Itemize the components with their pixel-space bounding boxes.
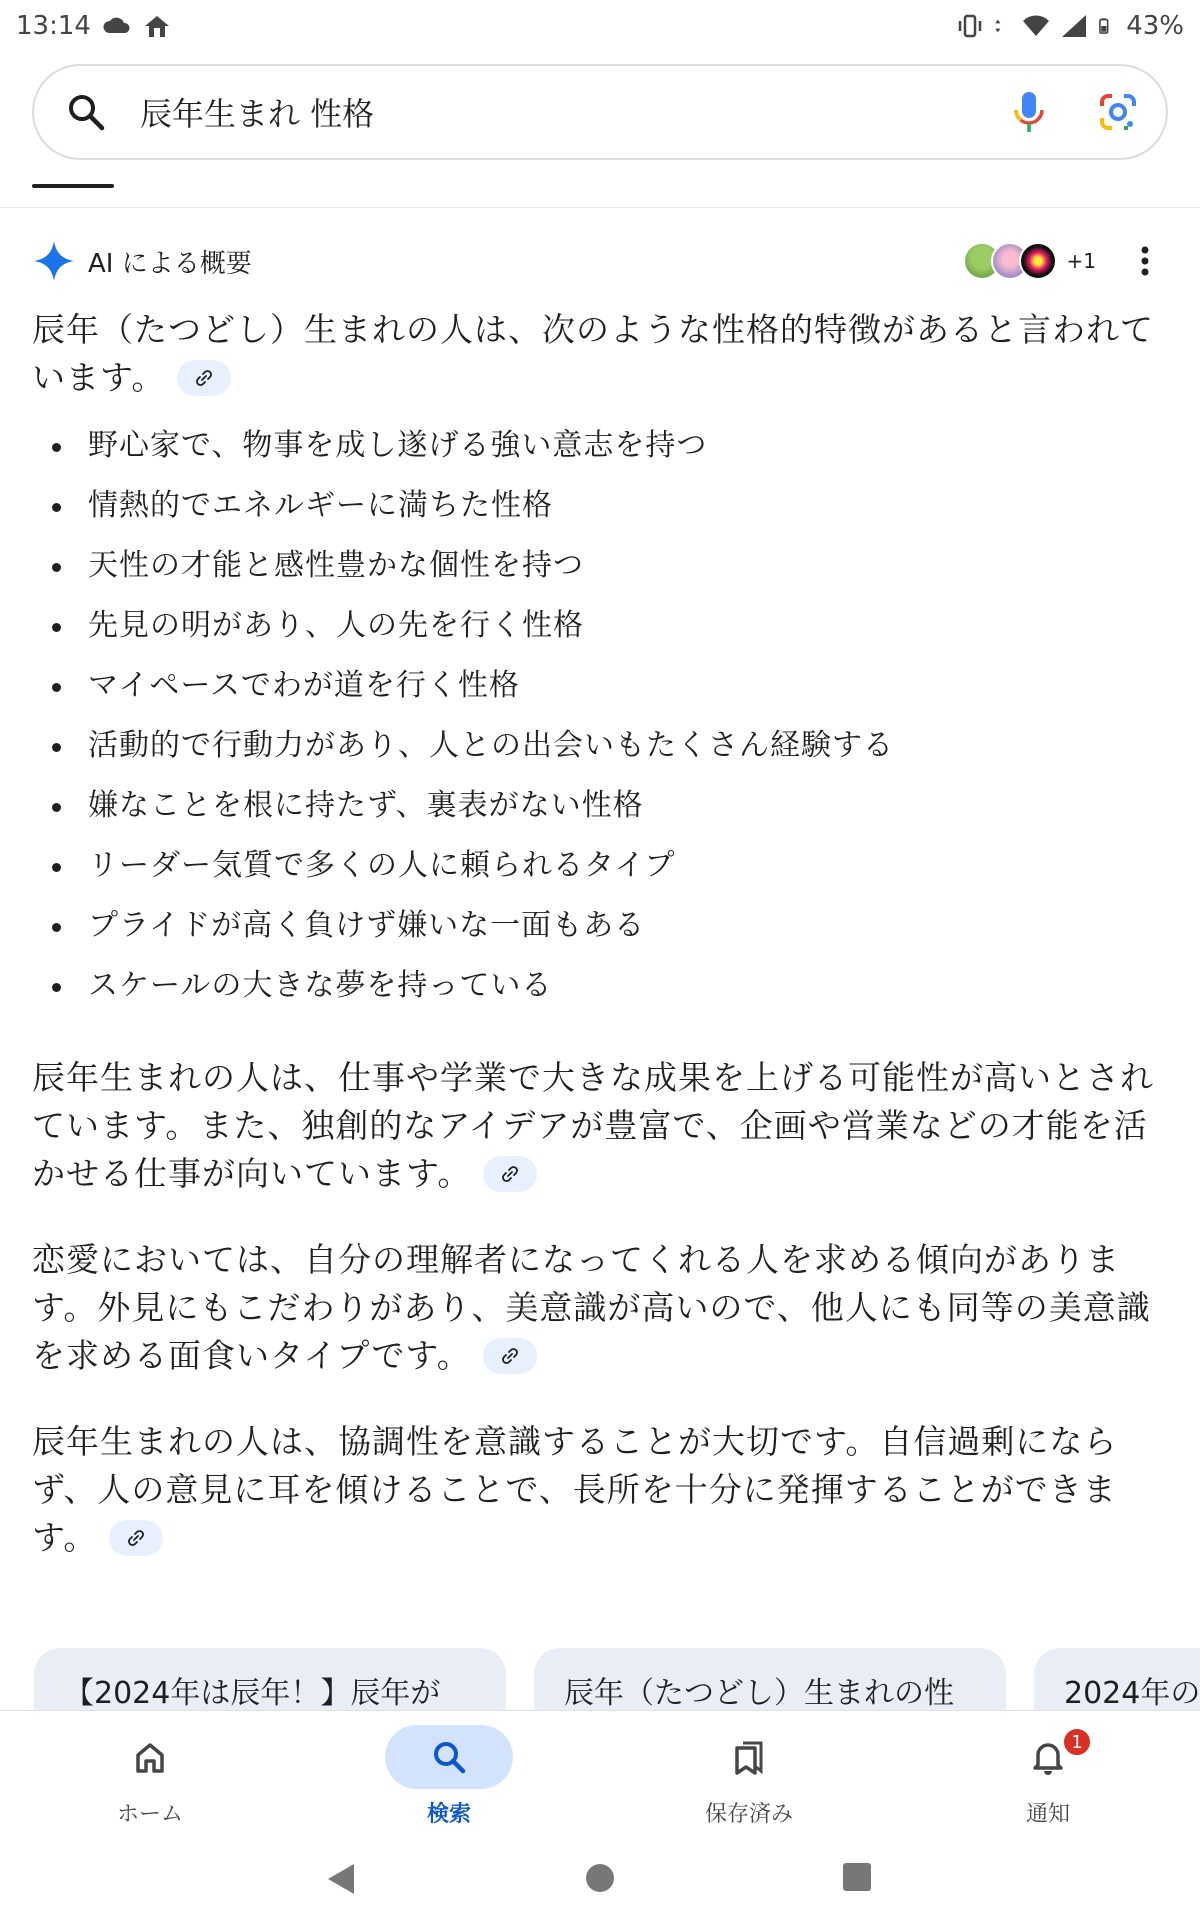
vibrate-icon: [956, 13, 984, 39]
recents-icon[interactable]: [842, 1862, 872, 1892]
system-navigation-bar: [0, 1836, 1200, 1920]
more-options-icon[interactable]: [1140, 246, 1150, 276]
search-bar[interactable]: [32, 64, 1168, 160]
extra-sources-count[interactable]: +1: [1066, 249, 1096, 273]
list-item: 天性の才能と感性豊かな個性を持つ: [32, 536, 1172, 596]
home-icon: [143, 13, 171, 39]
notification-badge: 1: [1062, 1727, 1092, 1757]
list-item: スケールの大きな夢を持っている: [32, 956, 1172, 1016]
bottom-navigation: [0, 1710, 1200, 1836]
source-card[interactable]: [1034, 1648, 1200, 1710]
link-icon: [500, 1164, 520, 1184]
nav-notifications-label: 通知: [1025, 1802, 1070, 1827]
source-card-title: 【2024年は辰年！】辰年が: [64, 1676, 441, 1710]
love-paragraph: [32, 1236, 1172, 1380]
citation-link-chip[interactable]: [109, 1520, 163, 1556]
list-item: 嫌なことを根に持たず、裏表がない性格: [32, 776, 1172, 836]
list-item: プライドが高く負けず嫌いな一面もある: [32, 896, 1172, 956]
source-card-title: 2024年の: [1064, 1676, 1200, 1710]
search-input[interactable]: 辰年生まれ 性格: [140, 95, 375, 133]
list-item: 活動的で行動力があり、人との出会いもたくさん経験する: [32, 716, 1172, 776]
link-icon: [194, 368, 214, 388]
nav-search[interactable]: [369, 1725, 529, 1828]
work-paragraph: [32, 1054, 1172, 1198]
nav-home-label: ホーム: [116, 1802, 183, 1827]
work-text: 辰年生まれの人は、仕事や学業で大きな成果を上げる可能性が高いとされています。また、独創的なアイデアが豊富で、企画や営業などの才能を活かせる仕事が向いています。: [32, 1058, 1154, 1193]
ai-overview-title: AI による概要: [88, 248, 252, 279]
microphone-icon[interactable]: [1012, 90, 1046, 134]
ai-overview-header: [32, 236, 1168, 286]
bookmarks-icon: [729, 1737, 769, 1777]
wifi-icon: [1022, 13, 1050, 39]
nav-home[interactable]: [70, 1725, 230, 1828]
data-arrows-icon: [994, 13, 1012, 39]
tab-active-indicator: [32, 184, 114, 188]
citation-link-chip[interactable]: [483, 1156, 537, 1192]
cloud-icon: [103, 13, 131, 39]
link-icon: [500, 1346, 520, 1366]
list-item: リーダー気質で多くの人に頼られるタイプ: [32, 836, 1172, 896]
source-cards-carousel[interactable]: [0, 1648, 1200, 1710]
link-icon: [126, 1528, 146, 1548]
source-avatars[interactable]: [963, 242, 1096, 280]
list-item: マイペースでわが道を行く性格: [32, 656, 1172, 716]
home-icon: [130, 1737, 170, 1777]
list-item: 野心家で、物事を成し遂げる強い意志を持つ: [32, 416, 1172, 476]
citation-link-chip[interactable]: [177, 360, 231, 396]
source-card[interactable]: [534, 1648, 1006, 1710]
home-button-icon[interactable]: [584, 1862, 616, 1894]
back-icon[interactable]: [326, 1862, 358, 1896]
ai-overview-content: [32, 306, 1172, 1562]
search-icon[interactable]: [66, 92, 106, 132]
citation-link-chip[interactable]: [483, 1338, 537, 1374]
battery-icon: [1098, 13, 1116, 39]
intro-text: 辰年（たつどし）生まれの人は、次のような性格的特徴があると言われています。: [32, 310, 1154, 397]
nav-saved-label: 保存済み: [704, 1802, 793, 1827]
advice-paragraph: [32, 1418, 1172, 1562]
trait-list: [32, 416, 1172, 1016]
source-avatar-3[interactable]: [1019, 242, 1057, 280]
search-icon: [429, 1737, 469, 1777]
nav-notifications[interactable]: [968, 1725, 1128, 1828]
list-item: 情熱的でエネルギーに満ちた性格: [32, 476, 1172, 536]
source-card[interactable]: [34, 1648, 506, 1710]
search-tabs: [0, 168, 1200, 208]
intro-paragraph: [32, 306, 1172, 402]
signal-icon: [1060, 13, 1088, 39]
list-item: 先見の明があり、人の先を行く性格: [32, 596, 1172, 656]
nav-search-label: 検索: [426, 1802, 471, 1827]
nav-saved[interactable]: [669, 1725, 829, 1828]
battery-level: 43%: [1126, 11, 1184, 41]
advice-text: 辰年生まれの人は、協調性を意識することが大切です。自信過剰にならず、人の意見に耳を傾けることで、長所を十分に発揮することができます。: [32, 1422, 1118, 1557]
status-time: 13:14: [16, 11, 91, 41]
gemini-spark-icon: [32, 239, 76, 283]
love-text: 恋愛においては、自分の理解者になってくれる人を求める傾向があります。外見にもこだわりがあり、美意識が高いので、他人にも同等の美意識を求める面食いタイプです。: [32, 1240, 1151, 1375]
status-bar: [0, 0, 1200, 52]
source-card-title: 辰年（たつどし）生まれの性: [564, 1676, 954, 1710]
google-lens-icon[interactable]: [1098, 92, 1138, 132]
